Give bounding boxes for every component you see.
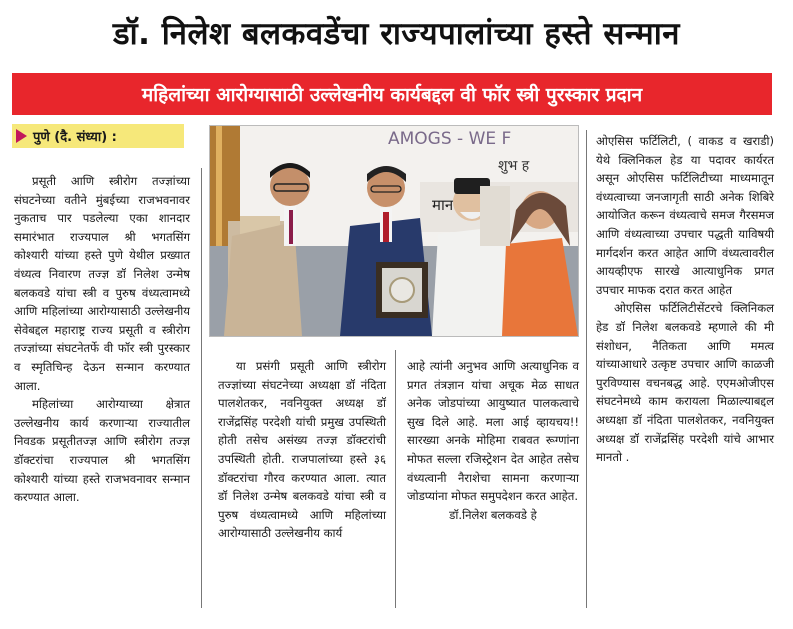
article-column-4 — [596, 132, 774, 467]
column-1-paragraph-1: प्रसूती आणि स्त्रीरोग तज्ज्ञांच्या संघटनेच्या वतीने मुंबईच्या राजभवनावर नुकताच पार पडलेल्या एका शानदार समारंभात राज्यपाल श्री भगतसिंग कोश्यारी यांच्या हस्ते पुणे येथील प्रख्यात वंध्यत्व निवारण तज्ज्ञ डॉ निलेश उन्मेष बलकवडे यांचा स्त्री व पुरुष वंध्यत्वामध्ये आणि महिलांच्या आरोग्यासाठी उल्लेखनीय सेवेबद्दल महाराष्ट्र राज्य प्रसूती व स्त्रीरोग तज्ज्ञांच्या संघटनेतर्फे वी फॉर स्त्री पुरस्कार व स्मृतिचिन्ह देऊन सन्मान करण्यात आला. — [14, 174, 190, 393]
dateline — [12, 124, 184, 148]
headline: डॉ. निलेश बलकवडेंचा राज्यपालांच्या हस्ते सन्मान — [113, 16, 680, 52]
column-3-paragraph-1: आहे त्यांनी अनुभव आणि अत्याधुनिक व प्रगत तंत्रज्ञान यांचा अचूक मेळ साधत अनेक जोडपांच्या आयुष्यात पालकत्वाचे सुख दिले आहे. मला आई व्हायचय!! सारख्या अनके मोहिमा राबवत रूग्णांना मोफत सल्ला रजिस्ट्रेशन देत आहेत तसेच वंध्यत्वानी नैराशेचा सामना करणाऱ्या जोडप्यांना मोफत समुपदेशन करत आहेत. — [407, 359, 579, 504]
subheadline-banner — [12, 73, 772, 115]
award-photo — [209, 125, 579, 337]
column-1-paragraph-2: महिलांच्या आरोग्याच्या क्षेत्रात उल्लेखनीय कार्य करणाऱ्या राज्यातील निवडक प्रसूतीतज्ज्ञ आणि स्त्रीरोग तज्ज्ञ डॉक्टरांचा राज्यपाल श्री भगतसिंग कोश्यारी यांच्या हस्ते राजभवनावर सन्मान करण्यात आला. — [14, 397, 190, 505]
article-column-2 — [218, 357, 386, 543]
column-rule-3 — [586, 130, 587, 608]
play-marker-icon — [16, 129, 27, 143]
banner-text-3: मान — [432, 196, 454, 214]
column-4-paragraph-2: ओएसिस फर्टिलिटीसेंटरचे क्लिनिकल हेड डॉ निलेश बलकवडे म्हणाले की मी संशोधन, नैतिकता आणि ममत्व यांच्याआधारे उत्कृष्ट उपचार आणि काळजी पुरविण्यास वचनबद्ध आहे. एएमओजीएस संघटनेमध्ये काम करायला मिळाल्याबद्दल अध्यक्षा डॉ नंदिता पालशेतकर, नवनियुक्त अध्यक्ष डॉ राजेंद्रसिंह परदेशी यांचे आभार मानतो . — [596, 301, 774, 465]
banner-text-2: शुभ ह — [498, 158, 530, 174]
banner-text: AMOGS - WE F — [388, 129, 512, 149]
article-column-1 — [14, 172, 190, 507]
column-4-paragraph-1: ओएसिस फर्टिलिटी, ( वाकड व खराडी) येथे क्लिनिकल हेड या पदावर कार्यरत असून ओएसिस फर्टिलिटीच्या माध्यमातून वंध्यत्वाच्या जनजागृती साठी अनेक शिबिरे आयोजित करून वंध्यत्वाचे समज गैरसमज आणि वंध्यत्वाच्या उपचार पद्धती याविषयी मार्गदर्शन करत आहेत आणि वंध्यत्वावरील आयव्हीएफ सारखे आत्याधुनिक प्रगत उपचार माफक दरात करत आहेत — [596, 134, 774, 297]
column-rule-2 — [395, 350, 396, 608]
subheadline-text: महिलांच्या आरोग्यासाठी उल्लेखनीय कार्यबद्दल वी फॉर स्त्री पुरस्कार प्रदान — [141, 84, 643, 106]
column-3-signature-line: डॉ.निलेश बलकवडे हे — [449, 507, 537, 522]
dateline-text: पुणे (दै. संध्या) : — [33, 130, 117, 145]
article-column-3 — [407, 357, 579, 524]
column-2-paragraph-1: या प्रसंगी प्रसूती आणि स्त्रीरोग तज्ज्ञांच्या संघटनेच्या अध्यक्षा डॉ नंदिता पालशेतकर, नवनियुक्त अध्यक्ष डॉ राजेंद्रसिंह परदेशी यांची प्रमुख उपस्थिती होती तसेच असंख्य तज्ज्ञ डॉक्टरांची उपस्थिती होती. राजपालांच्या हस्ते ३६ डॉक्टरांचा गौरव करण्यात आला. त्यात डॉ निलेश उन्मेष बलकवडे यांचा स्त्री व पुरुष वंध्यत्वामध्ये आणि महिलांच्या आरोग्यासाठी उल्लेखनीय कार्य — [218, 359, 386, 541]
column-rule-1 — [201, 168, 202, 608]
